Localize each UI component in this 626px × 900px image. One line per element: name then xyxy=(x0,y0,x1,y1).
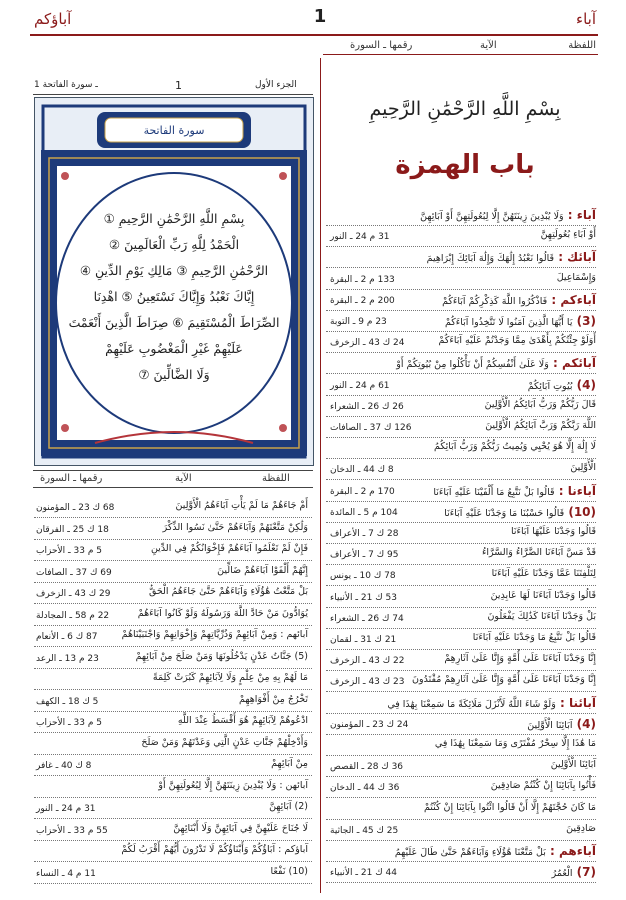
entry-ref: 55 م 33 ـ الأحزاب xyxy=(36,825,108,836)
dotted-line xyxy=(326,373,596,374)
entry-verse: وَإِسْمَاعِيلَ xyxy=(556,271,596,283)
dotted-line xyxy=(34,603,312,604)
dotted-line xyxy=(34,797,312,798)
right-entry xyxy=(485,420,596,431)
dotted-line xyxy=(326,607,596,608)
right-entry xyxy=(412,674,596,685)
right-entry xyxy=(473,632,596,643)
dotted-line xyxy=(326,861,596,862)
quran-surah-title: سورة الفاتحة xyxy=(143,124,205,137)
right-entry xyxy=(435,738,596,749)
dotted-line xyxy=(326,628,596,629)
dotted-line xyxy=(326,416,596,417)
dotted-line xyxy=(326,289,596,290)
entry-ref: 44 ك 21 ـ الأنبياء xyxy=(330,868,397,879)
dotted-line xyxy=(326,246,596,247)
quran-juz-label: الجزء الأول xyxy=(255,80,297,90)
left-entry: إِنَّهُمْ أَلْفَوْا آبَاءَهُمْ ضَالِّينَ xyxy=(217,564,308,576)
dotted-line xyxy=(34,646,312,647)
dotted-line xyxy=(326,797,596,798)
dotted-line xyxy=(326,564,596,565)
dotted-line xyxy=(34,711,312,712)
entry-word: آباءهم : xyxy=(545,844,596,858)
right-entry xyxy=(395,844,596,858)
entry-verse: فَأْتُوا بِآبَائِنَا إِنْ كُنْتُمْ صَادِقِينَ xyxy=(490,780,596,792)
right-col-header-rule xyxy=(323,54,598,55)
dotted-line xyxy=(326,479,596,480)
entry-verse: صَادِقِينَ xyxy=(566,822,596,834)
right-entry xyxy=(433,484,596,498)
dotted-line xyxy=(326,776,596,777)
left-entry: آبائهن : وَلَا يُبْدِينَ زِينَتَهُنَّ إِلَّا لِبُعُولَتِهِنَّ أَوْ xyxy=(158,779,308,791)
left-entry: تَخْرُجُ مِنْ أَفْوَاهِهِمْ xyxy=(239,693,308,705)
quran-line: الْحَمْدُ لِلَّهِ رَبِّ الْعَالَمِينَ ② xyxy=(108,237,240,252)
entry-verse: فَاذْكُرُوا اللَّهَ كَذِكْرِكُمْ آبَاءَكُمْ xyxy=(442,295,548,307)
dotted-line xyxy=(326,691,596,692)
right-col-word-header: اللفظة xyxy=(568,40,596,51)
entry-ref: 18 ك 25 ـ الفرقان xyxy=(36,524,109,535)
dotted-line xyxy=(326,352,596,353)
header-rule xyxy=(30,34,598,36)
entry-verse: مَا كَانَ حُجَّتَهُمْ إِلَّا أَنْ قَالُوا ائْتُوا بِآبَائِنَا إِنْ كُنْتُمْ xyxy=(423,801,596,813)
quran-line: إِيَّاكَ نَعْبُدُ وَإِيَّاكَ نَسْتَعِينُ ⑤ اهْدِنَا xyxy=(93,289,255,304)
entry-verse: قَالُوا نَعْبُدُ إِلَٰهَكَ وَإِلَٰهَ آبَائِكَ إِبْرَاهِيمَ xyxy=(426,253,555,265)
dotted-line xyxy=(326,649,596,650)
entry-ref: 23 م 9 ـ التوبة xyxy=(330,317,387,327)
entry-verse: آبَائِنَا الْأَوَّلِينَ xyxy=(550,759,596,771)
dotted-line xyxy=(326,501,596,502)
entry-verse: قَالُوا حَسْبُنَا مَا وَجَدْنَا عَلَيْهِ آبَاءَنَا xyxy=(444,507,565,519)
dotted-line xyxy=(34,539,312,540)
entry-ref: 36 ك 44 ـ الدخان xyxy=(330,783,400,794)
quran-line: بِسْمِ اللَّهِ الرَّحْمَٰنِ الرَّحِيمِ ① xyxy=(103,211,245,226)
entry-ref: 87 ك 6 ـ الأنعام xyxy=(36,632,98,642)
quran-line: عَلَيْهِمْ غَيْرِ الْمَغْضُوبِ عَلَيْهِمْ xyxy=(105,341,243,356)
entry-ref: 26 ك 26 ـ الشعراء xyxy=(330,401,404,412)
entry-verse: مَا هَٰذَا إِلَّا سِحْرٌ مُفْتَرًى وَمَا سَمِعْنَا بِهَٰذَا فِي xyxy=(434,738,596,749)
entry-verse: بُيُوتِ آبَائِكُمْ xyxy=(527,380,573,392)
entry-ref: 21 ك 31 ـ لقمان xyxy=(330,635,397,645)
dotted-line xyxy=(34,754,312,755)
entry-ref: 126 ك 37 ـ الصافات xyxy=(330,423,412,433)
right-entry xyxy=(444,505,596,519)
entry-ref: 133 م 2 ـ البقرة xyxy=(330,274,395,285)
entry-verse: آبَائِنَا الْأَوَّلِينَ xyxy=(527,719,573,731)
dotted-line xyxy=(34,840,312,841)
right-col-verse-header: الآية xyxy=(480,40,497,51)
dotted-line xyxy=(326,585,596,586)
left-entry: آباؤكم : آبَاؤُكُمْ وَأَبْنَاؤُكُمْ لَا تَدْرُونَ أَيُّهُمْ أَقْرَبُ لَكُمْ xyxy=(121,844,308,855)
dotted-line xyxy=(326,755,596,756)
right-entry xyxy=(487,611,596,622)
right-entry xyxy=(491,780,596,791)
entry-ref: 8 ك 40 ـ غافر xyxy=(36,761,92,771)
entry-ref: 29 ك 43 ـ الزخرف xyxy=(36,589,111,599)
dotted-line xyxy=(326,395,596,396)
entry-verse: أَوَلَوْ جِئْتُكُمْ بِأَهْدَىٰ مِمَّا وَجَدْتُمْ عَلَيْهِ آبَاءَكُمْ xyxy=(438,335,596,347)
left-col-top-rule xyxy=(33,470,313,471)
left-entry: (10) نَفْعًا xyxy=(270,865,308,877)
right-entry xyxy=(527,717,596,731)
right-entry xyxy=(492,568,596,579)
left-entry: أَمْ جَاءَهُمْ مَا لَمْ يَأْتِ آبَاءَهُمُ الْأَوَّلِينَ xyxy=(175,500,308,511)
right-entry xyxy=(442,293,596,307)
right-entry xyxy=(444,653,596,664)
chapter-title: باب الهمزة xyxy=(395,150,535,180)
entry-ref: 22 ك 43 ـ الزخرف xyxy=(330,656,405,667)
quran-page-no: 1 xyxy=(175,79,182,92)
dotted-line xyxy=(326,225,596,226)
entry-word: (10) xyxy=(564,504,596,519)
dotted-line xyxy=(34,732,312,733)
column-divider xyxy=(320,58,321,893)
left-entry: (2) آبَائِهِنَّ xyxy=(269,801,308,812)
entry-ref: 68 ك 23 ـ المؤمنون xyxy=(36,503,115,513)
entry-ref: 24 ك 43 ـ الزخرف xyxy=(330,338,405,349)
entry-ref: 170 م 2 ـ البقرة xyxy=(330,486,395,497)
left-entry: وَأَدْخِلْهُمْ جَنَّاتِ عَدْنٍ الَّتِي وَعَدْتَهُمْ وَمَنْ صَلَحَ xyxy=(141,736,308,748)
entry-word: (4) xyxy=(572,377,596,392)
left-entry: فَإِنْ لَمْ تَعْلَمُوا آبَاءَهُمْ فَإِخْوَانُكُمْ فِي الدِّينِ xyxy=(150,543,308,554)
dotted-line xyxy=(326,840,596,841)
right-entry xyxy=(485,399,596,410)
dotted-line xyxy=(326,670,596,671)
dotted-line xyxy=(326,310,596,311)
dotted-line xyxy=(326,437,596,438)
page-number: 1 xyxy=(313,6,327,27)
entry-verse: أَوْ آبَاءِ بُعُولَتِهِنَّ xyxy=(540,229,596,241)
right-entry xyxy=(570,462,596,473)
entry-word: آبائك : xyxy=(554,250,596,265)
entry-verse: قَدْ مَسَّ آبَاءَنَا الضَّرَّاءُ وَالسَّرَّاءُ xyxy=(481,547,596,559)
dotted-line xyxy=(326,543,596,544)
entry-verse: الْعُمُرُ xyxy=(551,868,573,880)
entry-verse: إِنَّا وَجَدْنَا آبَاءَنَا عَلَىٰ أُمَّةٍ وَإِنَّا عَلَىٰ آثَارِهِمْ مُقْتَدُونَ xyxy=(412,674,596,686)
entry-ref: 31 م 24 ـ النور xyxy=(330,232,390,243)
entry-ref: 104 م 5 ـ المائدة xyxy=(330,507,398,518)
entry-verse: قَالُوا بَلْ نَتَّبِعُ مَا وَجَدْنَا عَلَيْهِ آبَاءَنَا xyxy=(472,632,596,643)
dotted-line xyxy=(34,517,312,518)
dotted-line xyxy=(34,818,312,819)
entry-verse: بَلْ وَجَدْنَا آبَاءَنَا كَذَٰلِكَ يَفْعَلُونَ xyxy=(487,610,596,622)
entry-ref: 11 م 4 ـ النساء xyxy=(36,868,96,879)
right-entry xyxy=(557,272,596,283)
entry-verse: قَالُوا وَجَدْنَا عَلَيْهَا آبَاءَنَا xyxy=(510,526,596,537)
entry-verse: بَلْ مَتَّعْنَا هَٰؤُلَاءِ وَآبَاءَهُمْ حَتَّىٰ طَالَ عَلَيْهِمُ xyxy=(394,847,546,858)
entry-word: آباء : xyxy=(563,208,596,222)
entry-verse: وَلَا يُبْدِينَ زِينَتَهُنَّ إِلَّا لِبُعُولَتِهِنَّ أَوْ آبَائِهِنَّ xyxy=(420,211,564,222)
right-entry xyxy=(434,441,596,452)
left-entry: آبائهم : وَمِنْ آبَائِهِمْ وَذُرِّيَّاتِهِمْ وَإِخْوَانِهِمْ وَاجْتَبَيْنَاهُمْ xyxy=(121,629,308,640)
quran-header-rule xyxy=(33,94,313,95)
left-entry: مِنْ آبَائِهِمْ xyxy=(271,758,308,769)
entry-ref: 78 ك 10 ـ يونس xyxy=(330,571,396,582)
entry-ref: 25 ك 45 ـ الجاثية xyxy=(330,825,399,836)
left-entry: (5) جَنَّاتُ عَدْنٍ يَدْخُلُونَهَا وَمَنْ صَلَحَ مِنْ آبَائِهِمْ xyxy=(135,650,308,662)
left-entry: يُوَادُّونَ مَنْ حَادَّ اللَّهَ وَرَسُولَهُ وَلَوْ كَانُوا آبَاءَهُمْ xyxy=(137,607,308,619)
quran-lines xyxy=(65,206,283,388)
right-entry xyxy=(551,759,596,770)
entry-word: آباءكم : xyxy=(547,292,596,307)
entry-ref: 74 ك 26 ـ الشعراء xyxy=(330,613,404,624)
entry-verse: إِنَّا وَجَدْنَا آبَاءَنَا عَلَىٰ أُمَّةٍ وَإِنَّا عَلَىٰ آثَارِهِمْ xyxy=(444,653,596,665)
left-entry: مَا لَهُمْ بِهِ مِنْ عِلْمٍ وَلَا لِآبَائِهِمْ كَبُرَتْ كَلِمَةً xyxy=(152,672,308,683)
left-col-ref-header: رقمها ـ السورة xyxy=(40,473,103,484)
entry-ref: 36 ك 28 ـ القصص xyxy=(330,762,404,773)
quran-panel xyxy=(34,97,314,466)
dotted-line xyxy=(326,819,596,820)
entry-word: (7) xyxy=(572,865,596,880)
entry-verse: وَلَوْ شَاءَ اللَّهُ لَأَنْزَلَ مَلَائِكَةً مَا سَمِعْنَا بِهَٰذَا فِي xyxy=(387,698,556,710)
entry-verse: لَا إِلَٰهَ إِلَّا هُوَ يُحْيِي وَيُمِيتُ رَبُّكُمْ وَرَبُّ آبَائِكُمُ xyxy=(434,441,596,453)
entry-ref: 69 ك 37 ـ الصافات xyxy=(36,567,112,578)
entry-word: (4) xyxy=(572,716,596,731)
entry-ref: 31 م 24 ـ النور xyxy=(36,804,96,814)
quran-line: الرَّحْمَٰنِ الرَّحِيمِ ③ مَالِكِ يَوْمِ الدِّينِ ④ xyxy=(79,263,269,278)
right-entry xyxy=(420,208,596,222)
dotted-line xyxy=(326,734,596,735)
right-entry xyxy=(566,823,596,834)
right-entry xyxy=(511,526,596,537)
entry-ref: 23 ك 43 ـ الزخرف xyxy=(330,677,405,688)
quran-surah-label: 1 ـ سورة الفاتحة xyxy=(34,80,98,90)
dotted-line xyxy=(34,582,312,583)
dotted-line xyxy=(34,668,312,669)
right-entry xyxy=(387,696,596,710)
entry-verse: قَالَ رَبُّكُمْ وَرَبُّ آبَائِكُمُ الْأَوَّلِينَ xyxy=(484,398,596,410)
entry-ref: 53 ك 21 ـ الأنبياء xyxy=(330,592,397,603)
dotted-line xyxy=(34,689,312,690)
entry-ref: 23 م 13 ـ الرعد xyxy=(36,653,99,664)
header-right-word: آباء xyxy=(576,10,596,28)
entry-ref: 22 م 58 ـ المجادلة xyxy=(36,610,110,621)
right-entry xyxy=(445,314,596,328)
entry-ref: 5 م 33 ـ الأحزاب xyxy=(36,546,102,556)
dotted-line xyxy=(326,458,596,459)
entry-word: (3) xyxy=(572,314,596,328)
left-col-word-header: اللفظة xyxy=(262,473,290,484)
left-entry: لَا جُنَاحَ عَلَيْهِنَّ فِي آبَائِهِنَّ وَلَا أَبْنَائِهِنَّ xyxy=(173,822,308,834)
header-left-word: آباؤكم xyxy=(34,10,72,28)
entry-word: آبائكم : xyxy=(548,356,596,371)
entry-word: آبائنا : xyxy=(555,695,596,710)
right-entry xyxy=(491,590,596,601)
dotted-line xyxy=(326,882,596,883)
right-entry xyxy=(424,802,596,813)
entry-verse: لِتَلْفِتَنَا عَمَّا وَجَدْنَا عَلَيْهِ آبَاءَنَا xyxy=(491,568,596,580)
left-col-header-rule xyxy=(33,487,313,488)
dotted-line xyxy=(34,625,312,626)
entry-ref: 28 ك 7 ـ الأعراف xyxy=(330,529,399,539)
entry-verse: قَالُوا بَلْ نَتَّبِعُ مَا أَلْفَيْنَا عَلَيْهِ آبَاءَنَا xyxy=(433,486,555,498)
basmala: بِسْمِ اللَّهِ الرَّحْمَٰنِ الرَّحِيمِ xyxy=(369,98,561,120)
dotted-line xyxy=(34,775,312,776)
entry-ref: 200 م 2 ـ البقرة xyxy=(330,295,395,306)
dotted-line xyxy=(34,861,312,862)
dotted-line xyxy=(326,331,596,332)
right-entry xyxy=(396,356,596,370)
right-entry xyxy=(482,547,596,558)
entry-ref: 8 ك 44 ـ الدخان xyxy=(330,465,394,476)
entry-ref: 24 ك 23 ـ المؤمنون xyxy=(330,719,409,730)
right-entry xyxy=(427,250,596,264)
left-entry: ادْعُوهُمْ لِآبَائِهِمْ هُوَ أَقْسَطُ عِنْدَ اللَّهِ xyxy=(177,715,308,726)
quran-line: وَلَا الضَّالِّينَ ⑦ xyxy=(138,367,210,382)
entry-ref: 5 م 33 ـ الأحزاب xyxy=(36,718,102,728)
left-entry: بَلْ مَتَّعْتُ هَٰؤُلَاءِ وَآبَاءَهُمْ حَتَّىٰ جَاءَهُمُ الْحَقُّ xyxy=(148,586,308,597)
entry-verse: اللَّهَ رَبَّكُمْ وَرَبَّ آبَائِكُمُ الْأَوَّلِينَ xyxy=(485,420,596,431)
dotted-line xyxy=(326,522,596,523)
entry-ref: 61 م 24 ـ النور xyxy=(330,380,390,391)
left-entry: وَلَٰكِنْ مَتَّعْتَهُمْ وَآبَاءَهُمْ حَتَّىٰ نَسُوا الذِّكْرَ xyxy=(162,521,308,533)
entry-verse: وَلَا عَلَىٰ أَنْفُسِكُمْ أَنْ تَأْكُلُوا مِنْ بُيُوتِكُمْ أَوْ xyxy=(396,359,549,371)
dotted-line xyxy=(326,713,596,714)
right-entry xyxy=(541,229,596,240)
right-entry xyxy=(552,865,596,879)
entry-ref: 95 ك 7 ـ الأعراف xyxy=(330,550,399,561)
right-col-ref-header: رقمها ـ السورة xyxy=(350,40,413,51)
left-col-verse-header: الآية xyxy=(175,473,192,484)
right-entry xyxy=(439,335,596,346)
entry-ref: 5 ك 18 ـ الكهف xyxy=(36,696,99,707)
entry-verse: يَا أَيُّهَا الَّذِينَ آمَنُوا لَا تَتَّخِذُوا آبَاءَكُمْ xyxy=(444,317,573,328)
right-entry xyxy=(528,378,596,392)
entry-verse: الْأَوَّلِينَ xyxy=(570,462,596,474)
dotted-line xyxy=(34,560,312,561)
dotted-line xyxy=(326,267,596,268)
dotted-line xyxy=(34,883,312,884)
entry-word: آباءنا : xyxy=(554,483,596,498)
entry-verse: قَالُوا وَجَدْنَا آبَاءَنَا لَهَا عَابِدِينَ xyxy=(490,589,596,601)
quran-line: الصِّرَاطَ الْمُسْتَقِيمَ ⑥ صِرَاطَ الَّذِينَ أَنْعَمْتَ xyxy=(68,315,280,330)
